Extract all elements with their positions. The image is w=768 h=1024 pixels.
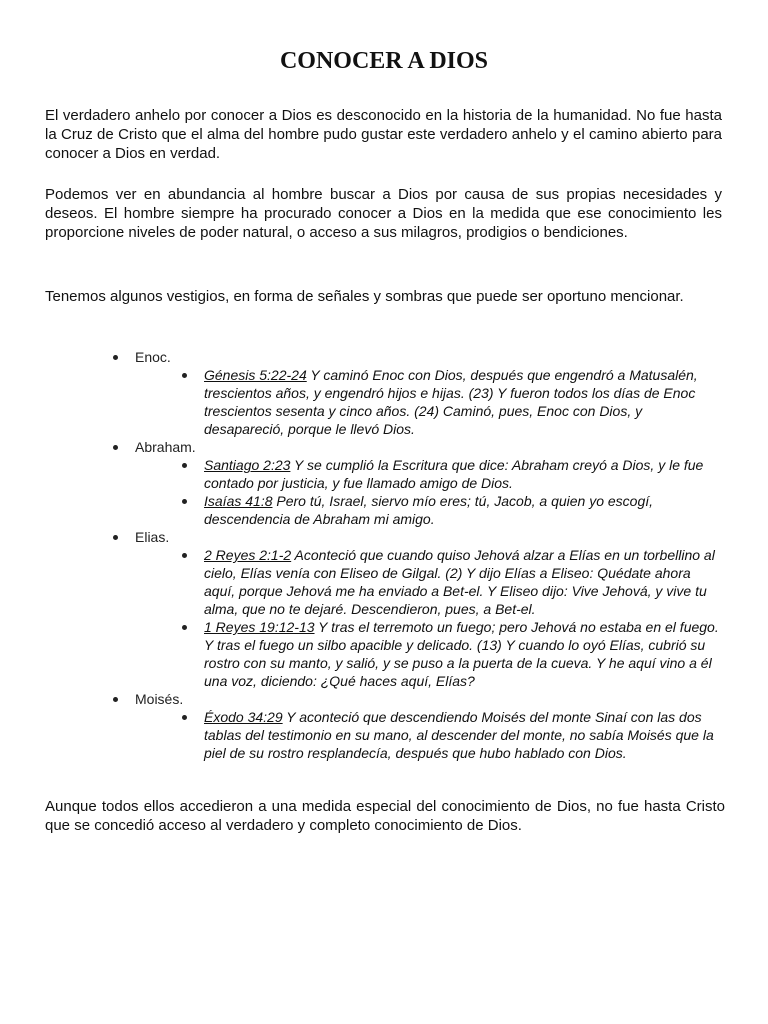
bullet-icon [182, 463, 187, 468]
page-title: CONOCER A DIOS [279, 48, 489, 74]
bullet-icon [182, 553, 187, 558]
verse-body: Y tras el terremoto un fuego; pero Jehová no estaba en el fuego. Y tras el fuego un silbo apacible y delicado. (13) Y cuando lo oyó Elías, cubrió su rostro con su manto, y salió, y se puso a la puerta de la cueva. Y he aquí vino a él una voz, diciendo: ¿Qué haces aquí, Elías? [204, 619, 719, 689]
verse-reference-link[interactable]: Éxodo 34:29 [204, 709, 283, 725]
third-paragraph: Tenemos algunos vestigios, en forma de señales y sombras que puede ser oportuno mencionar. [45, 288, 684, 305]
verse-text [204, 457, 703, 491]
list-item-person [135, 438, 725, 528]
intro-paragraph: El verdadero anhelo por conocer a Dios es desconocido en la historia de la humanidad. No fue hasta la Cruz de Cristo que el alma del hombre pudo gustar este verdadero anhelo y el camino abierto para conocer a Dios en verdad. [45, 107, 722, 162]
list-item-person [135, 348, 725, 438]
verse-body: Aconteció que cuando quiso Jehová alzar a Elías en un torbellino al cielo, Elías venía con Eliseo de Gilgal. (2) Y dijo Elías a Eliseo: Quédate ahora aquí, porque Jehová me ha enviado a Bet-el. Y Eliseo dijo: Vive Jehová, y vive tu alma, que no te dejaré. Descendieron, pues, a Bet-el. [204, 547, 715, 617]
verse-item [204, 492, 722, 528]
second-paragraph: Podemos ver en abundancia al hombre buscar a Dios por causa de sus propias necesidades y deseos. El hombre siempre ha procurado conocer a Dios en la medida que ese conocimiento les proporcione niveles de poder natural, o acceso a sus milagros, prodigios o bendiciones. [45, 186, 722, 241]
bullet-icon [182, 715, 187, 720]
verse-body: Y se cumplió la Escritura que dice: Abraham creyó a Dios, y le fue contado por justicia, y fue llamado amigo de Dios. [204, 457, 704, 491]
verse-list [135, 546, 725, 690]
verse-list [135, 366, 725, 438]
verse-item [204, 366, 722, 438]
closing-paragraph: Aunque todos ellos accedieron a una medida especial del conocimiento de Dios, no fue hasta Cristo que se concedió acceso al verdadero y completo conocimiento de Dios. [45, 798, 725, 834]
verse-body: Y aconteció que descendiendo Moisés del monte Sinaí con las dos tablas del testimonio en su mano, al descender del monte, no sabía Moisés que la piel de su rostro resplandecía, después que hubo hablado con Dios. [204, 709, 714, 761]
verse-reference-link[interactable]: Santiago 2:23 [204, 457, 291, 473]
bullet-icon [182, 625, 187, 630]
verse-list [135, 456, 725, 528]
verse-reference-link[interactable]: 1 Reyes 19:12-13 [204, 619, 315, 635]
verse-reference-link[interactable]: 2 Reyes 2:1-2 [204, 547, 292, 563]
list-item-person [135, 690, 725, 762]
verse-item [204, 456, 722, 492]
verse-body: Y caminó Enoc con Dios, después que engendró a Matusalén, trescientos años, y engendró hijos e hijas. (23) Y fueron todos los días de Enoc trescientos sesenta y cinco años. (24) Caminó, pues, Enoc con Dios, y desapareció, porque le llevó Dios. [204, 367, 698, 437]
verse-body: Pero tú, Israel, siervo mío eres; tú, Jacob, a quien yo escogí, descendencia de Abraham mi amigo. [204, 493, 654, 527]
verse-text [204, 367, 698, 437]
verse-item [204, 546, 722, 618]
verse-item [204, 708, 722, 762]
verse-text [204, 493, 653, 527]
people-list [135, 348, 725, 762]
verse-list [135, 708, 725, 762]
verse-item [204, 618, 722, 690]
verse-text [204, 709, 714, 761]
bullet-icon [182, 373, 187, 378]
bullet-icon [182, 499, 187, 504]
verse-reference-link[interactable]: Isaías 41:8 [204, 493, 273, 509]
bullet-icon [113, 445, 118, 450]
verse-reference-link[interactable]: Génesis 5:22-24 [204, 367, 307, 383]
person-name: Moisés. [135, 691, 184, 707]
person-name: Enoc. [135, 349, 171, 365]
bullet-icon [113, 697, 118, 702]
bullet-icon [113, 355, 118, 360]
bullet-icon [113, 535, 118, 540]
list-item-person [135, 528, 725, 690]
person-name: Abraham. [135, 439, 196, 455]
person-name: Elias. [135, 529, 170, 545]
verse-text [204, 547, 715, 617]
verse-text [204, 619, 719, 689]
